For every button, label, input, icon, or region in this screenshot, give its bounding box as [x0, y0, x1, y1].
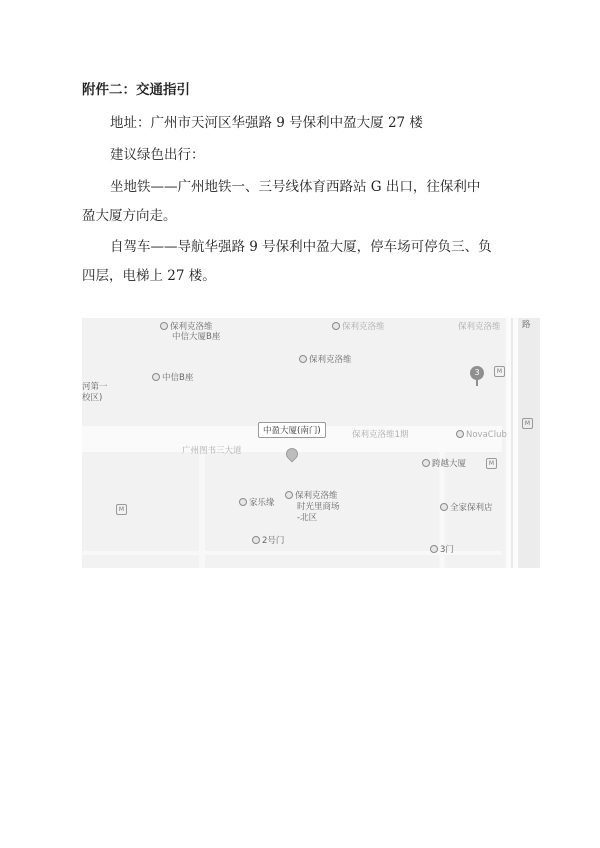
map-pin-icon: [299, 355, 307, 363]
road-label-right: 路: [522, 320, 531, 330]
poi-poly-time: 保利克洛维: [285, 491, 338, 502]
map-pin-icon: [456, 430, 464, 438]
document-heading: 附件二：交通指引: [82, 82, 190, 98]
map-pin-icon: [252, 536, 260, 544]
metro-icon: M: [522, 418, 533, 429]
poi-poly-clover: 保利克洛维: [299, 355, 352, 366]
poi-top-right: 保利克洛维: [458, 322, 501, 332]
destination-callout: 中盈大厦(南门): [258, 422, 326, 438]
address-line: 地址：广州市天河区华强路 9 号保利中盈大厦 27 楼: [110, 115, 423, 131]
poi-top-left: 保利克洛维: [160, 322, 213, 333]
metro-icon: M: [486, 458, 497, 469]
poi-top-center: 保利克洛维: [332, 322, 385, 333]
poi-poly-clover-phase1: 保利克洛维1期: [352, 430, 409, 440]
map-pin-icon: [160, 322, 168, 330]
poi-kuachao: 跨越大厦: [422, 459, 466, 470]
poi-gate-3: 3门: [430, 545, 454, 556]
drive-line-1: 自驾车——导航华强路 9 号保利中盈大厦，停车场可停负三、负: [110, 239, 492, 255]
poi-left-edge-2: 校区): [82, 393, 103, 403]
metro-line-1: 坐地铁——广州地铁一、三号线体育西路站 G 出口，往保利中: [110, 179, 481, 195]
poi-faded-left: 广州图书三大道: [182, 446, 242, 456]
metro-icon: M: [494, 366, 505, 377]
poi-zhongxin-b: 中信B座: [152, 373, 193, 384]
map-pin-icon: [440, 503, 448, 511]
poi-gate-2: 2号门: [252, 536, 284, 547]
location-map: [82, 318, 540, 568]
poi-familymart: 全家保利店: [440, 503, 493, 514]
map-pin-icon: [332, 322, 340, 330]
poi-nova-club: NovaClub: [456, 430, 507, 441]
poi-left-edge-1: 河第一: [82, 382, 108, 392]
map-pin-icon: [422, 459, 430, 467]
map-pin-icon: [285, 491, 293, 499]
map-pin-icon: [239, 498, 247, 506]
metro-line-2: 盈大厦方向走。: [82, 208, 177, 224]
suggestion-line: 建议绿色出行：: [110, 147, 205, 163]
poi-poly-time-3: -北区: [297, 513, 318, 523]
location-marker-icon: 3: [470, 366, 484, 380]
poi-poly-time-2: 时光里商场: [297, 502, 340, 512]
metro-icon: M: [116, 504, 127, 515]
map-pin-icon: [430, 545, 438, 553]
poi-zhongxin-b-tower: 中信大厦B座: [172, 332, 221, 342]
map-pin-icon: [152, 373, 160, 381]
poi-jiale: 家乐缘: [239, 498, 275, 509]
drive-line-2: 四层，电梯上 27 楼。: [82, 268, 216, 284]
